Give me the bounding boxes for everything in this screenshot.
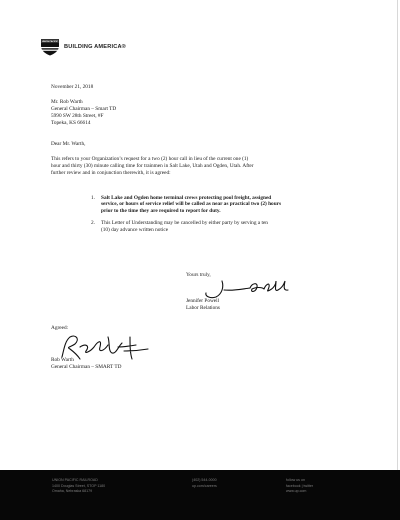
- list-item: [91, 220, 351, 233]
- list-line: (10) day advance written notice: [101, 226, 169, 233]
- list-item: [91, 195, 351, 214]
- footer-line: follow us on: [286, 478, 305, 482]
- body-paragraph: [51, 156, 351, 177]
- footer-address: [52, 478, 105, 495]
- list-line: prior to the time they are required to report for duty.: [101, 207, 221, 214]
- footer-contact: [192, 478, 217, 489]
- recipient-street: 5990 SW 28th Street, #F: [51, 113, 104, 119]
- body-line: hour and thirty (30) minute calling time for trainmen in Salt Lake, Utah and Ogden, Utah. After: [51, 163, 254, 169]
- recipient-city: Topeka, KS 66614: [51, 120, 91, 126]
- list-line: service, or hours of service relief will be called as near as practical two (2) hours: [101, 201, 282, 208]
- shield-text: UNION PACIFIC: [41, 41, 59, 43]
- brand-tagline: BUILDING AMERICA®: [64, 44, 127, 50]
- footer-line: up.com/careers: [192, 483, 217, 488]
- list-item-number: 2.: [91, 220, 95, 227]
- union-pacific-shield-icon: [40, 38, 60, 56]
- counter-signer-block: [51, 357, 121, 371]
- list-item-number: 1.: [91, 195, 95, 201]
- counter-signer-name: Rob Warth: [51, 357, 74, 363]
- list-line: This Letter of Understanding may be cancelled by either party by serving a ten: [101, 220, 268, 227]
- counter-signer-title: General Chairman – SMART TD: [51, 364, 122, 370]
- list-line: Salt Lake and Ogden home terminal crews protecting pool freight, assigned: [101, 195, 272, 201]
- footer-social: [286, 478, 313, 495]
- recipient-address: [51, 99, 116, 127]
- letter-date: November 21, 2018: [51, 84, 94, 90]
- closing: Yours truly,: [186, 272, 211, 278]
- agreed-label: Agreed:: [51, 325, 69, 331]
- recipient-title: General Chairman – Smart TD: [51, 106, 117, 112]
- letter-footer: [0, 470, 400, 520]
- footer-line: (402) 544-0000: [192, 478, 217, 482]
- list-item-text: [101, 195, 351, 214]
- body-line: further review and in conjunction therewith, it is agreed:: [51, 170, 171, 176]
- agreement-list: [91, 195, 351, 239]
- footer-line: UNION PACIFIC RAILROAD: [52, 478, 98, 482]
- body-line: This refers to your Organization’s request for a two (2) hour call in lieu of the current one (1): [51, 156, 249, 162]
- signer-name: Jennifer Powell: [186, 298, 220, 304]
- footer-line: 1400 Douglas Street, STOP 1180: [52, 483, 106, 488]
- recipient-name: Mr. Rob Warth: [51, 99, 83, 105]
- letterhead: [40, 38, 126, 56]
- signer-block: [186, 298, 220, 312]
- signer-dept: Labor Relations: [186, 305, 220, 311]
- footer-line: facebook | twitter: [286, 483, 314, 488]
- page-edge-rule: [397, 0, 398, 470]
- salutation: Dear Mr. Warth,: [51, 141, 86, 147]
- list-item-text: [101, 220, 351, 233]
- footer-line: Omaha, Nebraska 68179: [52, 489, 93, 493]
- footer-line: www.up.com: [286, 489, 307, 493]
